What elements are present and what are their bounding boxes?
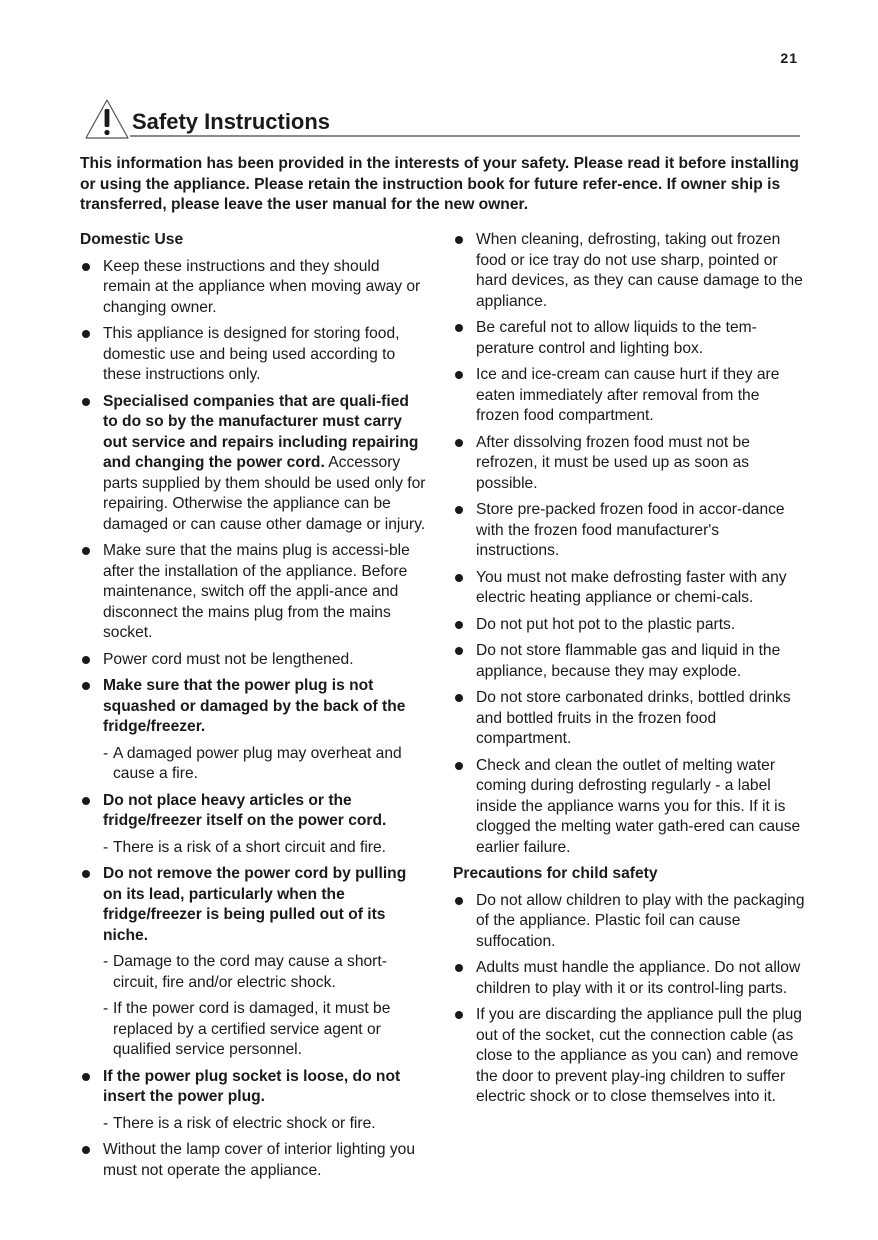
- item-text: Ice and ice-cream can cause hurt if they are eaten immediately after removal from the frozen food compartment.: [476, 366, 780, 424]
- sub-item-text: A damaged power plug may overheat and cause a fire.: [113, 744, 402, 782]
- sub-item: [103, 952, 426, 993]
- list-item: [80, 257, 426, 319]
- item-text: Check and clean the outlet of melting water coming during defrosting regularly - a label inside the appliance warns you for this. If it is clogged the melting water gath-ered can cause earlier failure.: [476, 756, 801, 856]
- list-item: [453, 958, 805, 999]
- list-item: [453, 641, 805, 682]
- list-item: [453, 568, 805, 609]
- right-column: [453, 230, 805, 1114]
- item-text: When cleaning, defrosting, taking out frozen food or ice tray do not use sharp, pointed or hard devices, as they can cause damage to the appliance.: [476, 231, 803, 310]
- item-text: Adults must handle the appliance. Do not allow children to play with it or its control-ling parts.: [476, 959, 801, 997]
- item-text: After dissolving frozen food must not be refrozen, it must be used up as soon as possible.: [476, 433, 750, 492]
- list-item: [453, 500, 805, 562]
- bold-text: Do not place heavy articles or the fridge/freezer itself on the power cord.: [103, 791, 387, 829]
- list-item: [80, 676, 426, 785]
- list-item: [453, 230, 805, 312]
- list-item: [453, 756, 805, 859]
- list-item: [453, 891, 805, 953]
- page-number: 21: [780, 50, 798, 66]
- intro-paragraph: This information has been provided in the interests of your safety. Please read it before installing or using the appliance. Please retain the instruction book for future refer-ence. If owner ship is transferred, please leave the user manual for the new owner.: [80, 155, 799, 213]
- section-header: [84, 98, 800, 140]
- list-item: [453, 365, 805, 427]
- item-text: Be careful not to allow liquids to the tem-perature control and lighting box.: [476, 319, 757, 357]
- warning-triangle-icon: [84, 98, 130, 140]
- item-text: Do not allow children to play with the packaging of the appliance. Plastic foil can cause suffocation.: [476, 891, 805, 950]
- cleaning-safety-list: [453, 230, 805, 858]
- list-item: [80, 791, 426, 859]
- sub-item: [103, 744, 426, 785]
- sub-item-text: There is a risk of electric shock or fire.: [113, 1114, 376, 1132]
- list-item: [453, 1005, 805, 1108]
- list-item: [80, 392, 426, 536]
- list-item: [453, 615, 805, 636]
- title-divider: [130, 135, 800, 137]
- dash-marker: -: [103, 1000, 109, 1017]
- item-text: Power cord must not be lengthened.: [103, 650, 354, 668]
- sub-item-text: Damage to the cord may cause a short-circuit, fire and/or electric shock.: [113, 953, 387, 991]
- list-item: [80, 650, 426, 671]
- list-item: [80, 541, 426, 644]
- list-item: [453, 688, 805, 750]
- item-text: Accessory parts supplied by them should be used only for repairing. Otherwise the appliance can be damaged or can cause other damage or injury.: [103, 454, 426, 533]
- item-text: Store pre-packed frozen food in accor-dance with the frozen food manufacturer's instructions.: [476, 501, 785, 559]
- dash-marker: -: [103, 1114, 109, 1132]
- bold-text: Make sure that the power plug is not squashed or damaged by the back of the fridge/freezer.: [103, 677, 406, 735]
- dash-marker: -: [103, 744, 109, 762]
- sub-item: [103, 1114, 426, 1135]
- bold-text: If the power plug socket is loose, do not insert the power plug.: [103, 1067, 401, 1105]
- list-item: [453, 433, 805, 495]
- item-text: Make sure that the mains plug is accessi-ble after the installation of the appliance. Before maintenance, switch off the appli-ance and disconnect the mains plug from the mains socket.: [103, 542, 410, 641]
- item-text: Do not store flammable gas and liquid in the appliance, because they may explode.: [476, 642, 781, 680]
- list-item: [80, 324, 426, 386]
- list-item: [80, 864, 426, 1061]
- left-column: [80, 230, 426, 1187]
- dash-marker: -: [103, 838, 109, 856]
- child-safety-heading: Precautions for child safety: [453, 865, 658, 882]
- item-text: You must not make defrosting faster with any electric heating appliance or chemi-cals.: [476, 568, 787, 606]
- item-text: This appliance is designed for storing food, domestic use and being used according to these instructions only.: [103, 325, 400, 383]
- list-item: [453, 318, 805, 359]
- item-text: Keep these instructions and they should remain at the appliance when moving away or changing owner.: [103, 257, 421, 316]
- sub-item-text: If the power cord is damaged, it must be replaced by a certified service agent or qualified service personnel.: [113, 1000, 391, 1058]
- domestic-use-list: [80, 257, 426, 1182]
- sub-item: [103, 838, 426, 859]
- list-item: [80, 1067, 426, 1135]
- sub-item: [103, 999, 426, 1061]
- item-text: Do not put hot pot to the plastic parts.: [476, 615, 736, 633]
- item-text: If you are discarding the appliance pull the plug out of the socket, cut the connection cable (as close to the appliance as you can) and remove the door to prevent play-ing children to suffer electric shock or to close themselves into it.: [476, 1006, 802, 1105]
- bold-text: Do not remove the power cord by pulling on its lead, particularly when the fridge/freezer is being pulled out of its niche.: [103, 865, 407, 944]
- item-text: Without the lamp cover of interior lighting you must not operate the appliance.: [103, 1141, 416, 1179]
- sub-item-text: There is a risk of a short circuit and fire.: [113, 838, 386, 856]
- child-safety-list: [453, 891, 805, 1108]
- list-item: [80, 1140, 426, 1181]
- domestic-use-heading: Domestic Use: [80, 231, 184, 248]
- bold-text: Specialised companies that are quali-fied to do so by the manufacturer must carry out service and repairs including repairing and changing the power cord.: [103, 392, 419, 471]
- page-title: Safety Instructions: [132, 109, 331, 134]
- dash-marker: -: [103, 953, 109, 970]
- item-text: Do not store carbonated drinks, bottled drinks and bottled fruits in the frozen food compartment.: [476, 689, 791, 747]
